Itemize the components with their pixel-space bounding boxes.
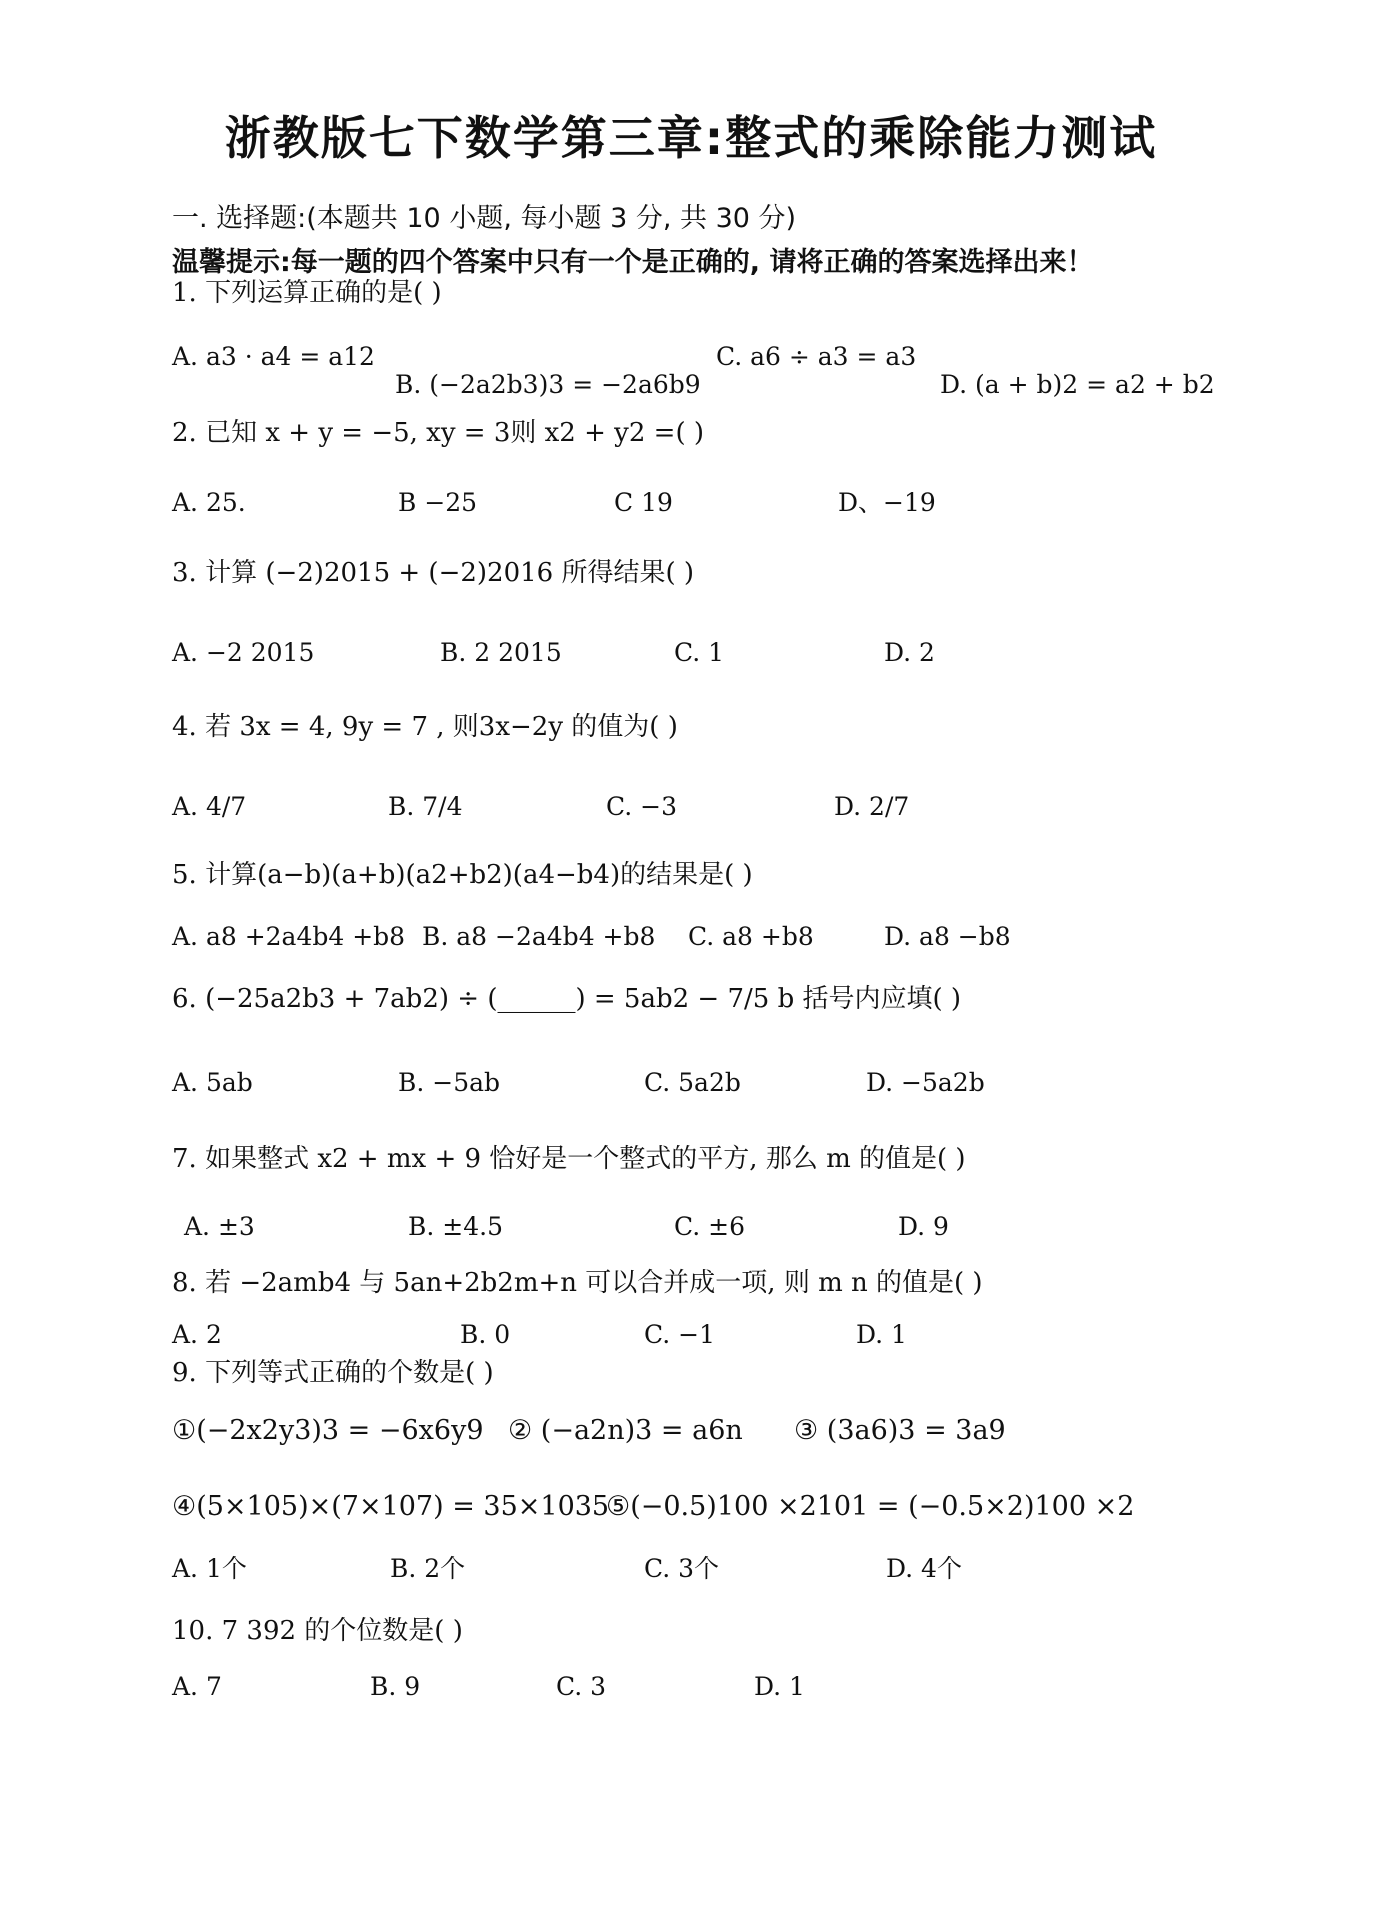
question-9-stem: 9. 下列等式正确的个数是( ) (172, 1358, 494, 1388)
question-9-option-a: A. 1个 (172, 1554, 247, 1583)
question-1-option-c: C. a6 ÷ a3 = a3 (716, 342, 917, 371)
section-heading: 一. 选择题:(本题共 10 小题, 每小题 3 分, 共 30 分) (172, 203, 797, 234)
question-1-stem: 1. 下列运算正确的是( ) (172, 278, 442, 308)
question-10-option-d: D. 1 (754, 1672, 805, 1701)
page-title: 浙教版七下数学第三章:整式的乘除能力测试 (224, 111, 1158, 165)
question-3-option-a: A. −2 2015 (172, 638, 315, 667)
question-6-option-c: C. 5a2b (644, 1068, 741, 1097)
question-9-option-c: C. 3个 (644, 1554, 720, 1583)
question-5-option-d: D. a8 −b8 (884, 922, 1011, 951)
question-2-option-c: C 19 (614, 488, 673, 517)
question-2-option-a: A. 25. (172, 488, 246, 517)
question-8-stem: 8. 若 −2amb4 与 5an+2b2m+n 可以合并成一项, 则 m n 的值是( ) (172, 1268, 983, 1298)
question-2-stem: 2. 已知 x + y = −5, xy = 3则 x2 + y2 =( ) (172, 418, 704, 448)
question-4-stem: 4. 若 3x = 4, 9y = 7 , 则3x−2y 的值为( ) (172, 712, 678, 742)
question-8-option-b: B. 0 (460, 1320, 511, 1349)
question-4-option-b: B. 7/4 (388, 792, 463, 821)
question-10-option-b: B. 9 (370, 1672, 421, 1701)
question-4-option-d: D. 2/7 (834, 792, 910, 821)
question-6-option-a: A. 5ab (172, 1068, 253, 1097)
question-2-option-b: B −25 (398, 488, 478, 517)
question-7-stem: 7. 如果整式 x2 + mx + 9 恰好是一个整式的平方, 那么 m 的值是( ) (172, 1144, 966, 1174)
question-8-option-a: A. 2 (172, 1320, 222, 1349)
question-2-option-d: D、−19 (838, 488, 936, 517)
question-3-option-b: B. 2 2015 (440, 638, 562, 667)
question-5-option-a: A. a8 +2a4b4 +b8 (172, 922, 406, 951)
question-9-option-d: D. 4个 (886, 1554, 962, 1583)
question-6-stem: 6. (−25a2b3 + 7ab2) ÷ (______) = 5ab2 − 7/5 b 括号内应填( ) (172, 984, 962, 1014)
question-3-stem: 3. 计算 (−2)2015 + (−2)2016 所得结果( ) (172, 558, 695, 588)
question-9-item-1: ①(−2x2y3)3 = −6x6y9 (172, 1415, 484, 1446)
question-5-option-b: B. a8 −2a4b4 +b8 (422, 922, 656, 951)
section-hint: 温馨提示:每一题的四个答案中只有一个是正确的, 请将正确的答案选择出来！ (172, 247, 1094, 278)
question-7-option-d: D. 9 (898, 1212, 949, 1241)
question-9-item-3: ③ (3a6)3 = 3a9 (794, 1415, 1006, 1446)
question-7-option-b: B. ±4.5 (408, 1212, 503, 1241)
question-8-option-c: C. −1 (644, 1320, 715, 1349)
question-8-option-d: D. 1 (856, 1320, 907, 1349)
question-9-item-5: ⑤(−0.5)100 ×2101 = (−0.5×2)100 ×2 (606, 1491, 1135, 1522)
question-9-item-4: ④(5×105)×(7×107) = 35×1035 (172, 1491, 610, 1522)
question-7-option-c: C. ±6 (674, 1212, 745, 1241)
question-3-option-d: D. 2 (884, 638, 935, 667)
question-3-option-c: C. 1 (674, 638, 725, 667)
question-10-option-a: A. 7 (172, 1672, 222, 1701)
question-7-option-a: A. ±3 (184, 1212, 255, 1241)
question-1-option-b: B. (−2a2b3)3 = −2a6b9 (395, 370, 701, 399)
question-6-option-d: D. −5a2b (866, 1068, 985, 1097)
question-6-option-b: B. −5ab (398, 1068, 501, 1097)
question-9-option-b: B. 2个 (390, 1554, 466, 1583)
question-10-option-c: C. 3 (556, 1672, 607, 1701)
question-4-option-c: C. −3 (606, 792, 677, 821)
question-5-option-c: C. a8 +b8 (688, 922, 814, 951)
question-4-option-a: A. 4/7 (172, 792, 247, 821)
question-10-stem: 10. 7 392 的个位数是( ) (172, 1616, 463, 1646)
question-9-item-2: ② (−a2n)3 = a6n (508, 1415, 743, 1446)
question-1-option-a: A. a3 · a4 = a12 (172, 342, 375, 371)
question-5-stem: 5. 计算(a−b)(a+b)(a2+b2)(a4−b4)的结果是( ) (172, 860, 753, 890)
question-1-option-d: D. (a + b)2 = a2 + b2 (940, 370, 1215, 399)
